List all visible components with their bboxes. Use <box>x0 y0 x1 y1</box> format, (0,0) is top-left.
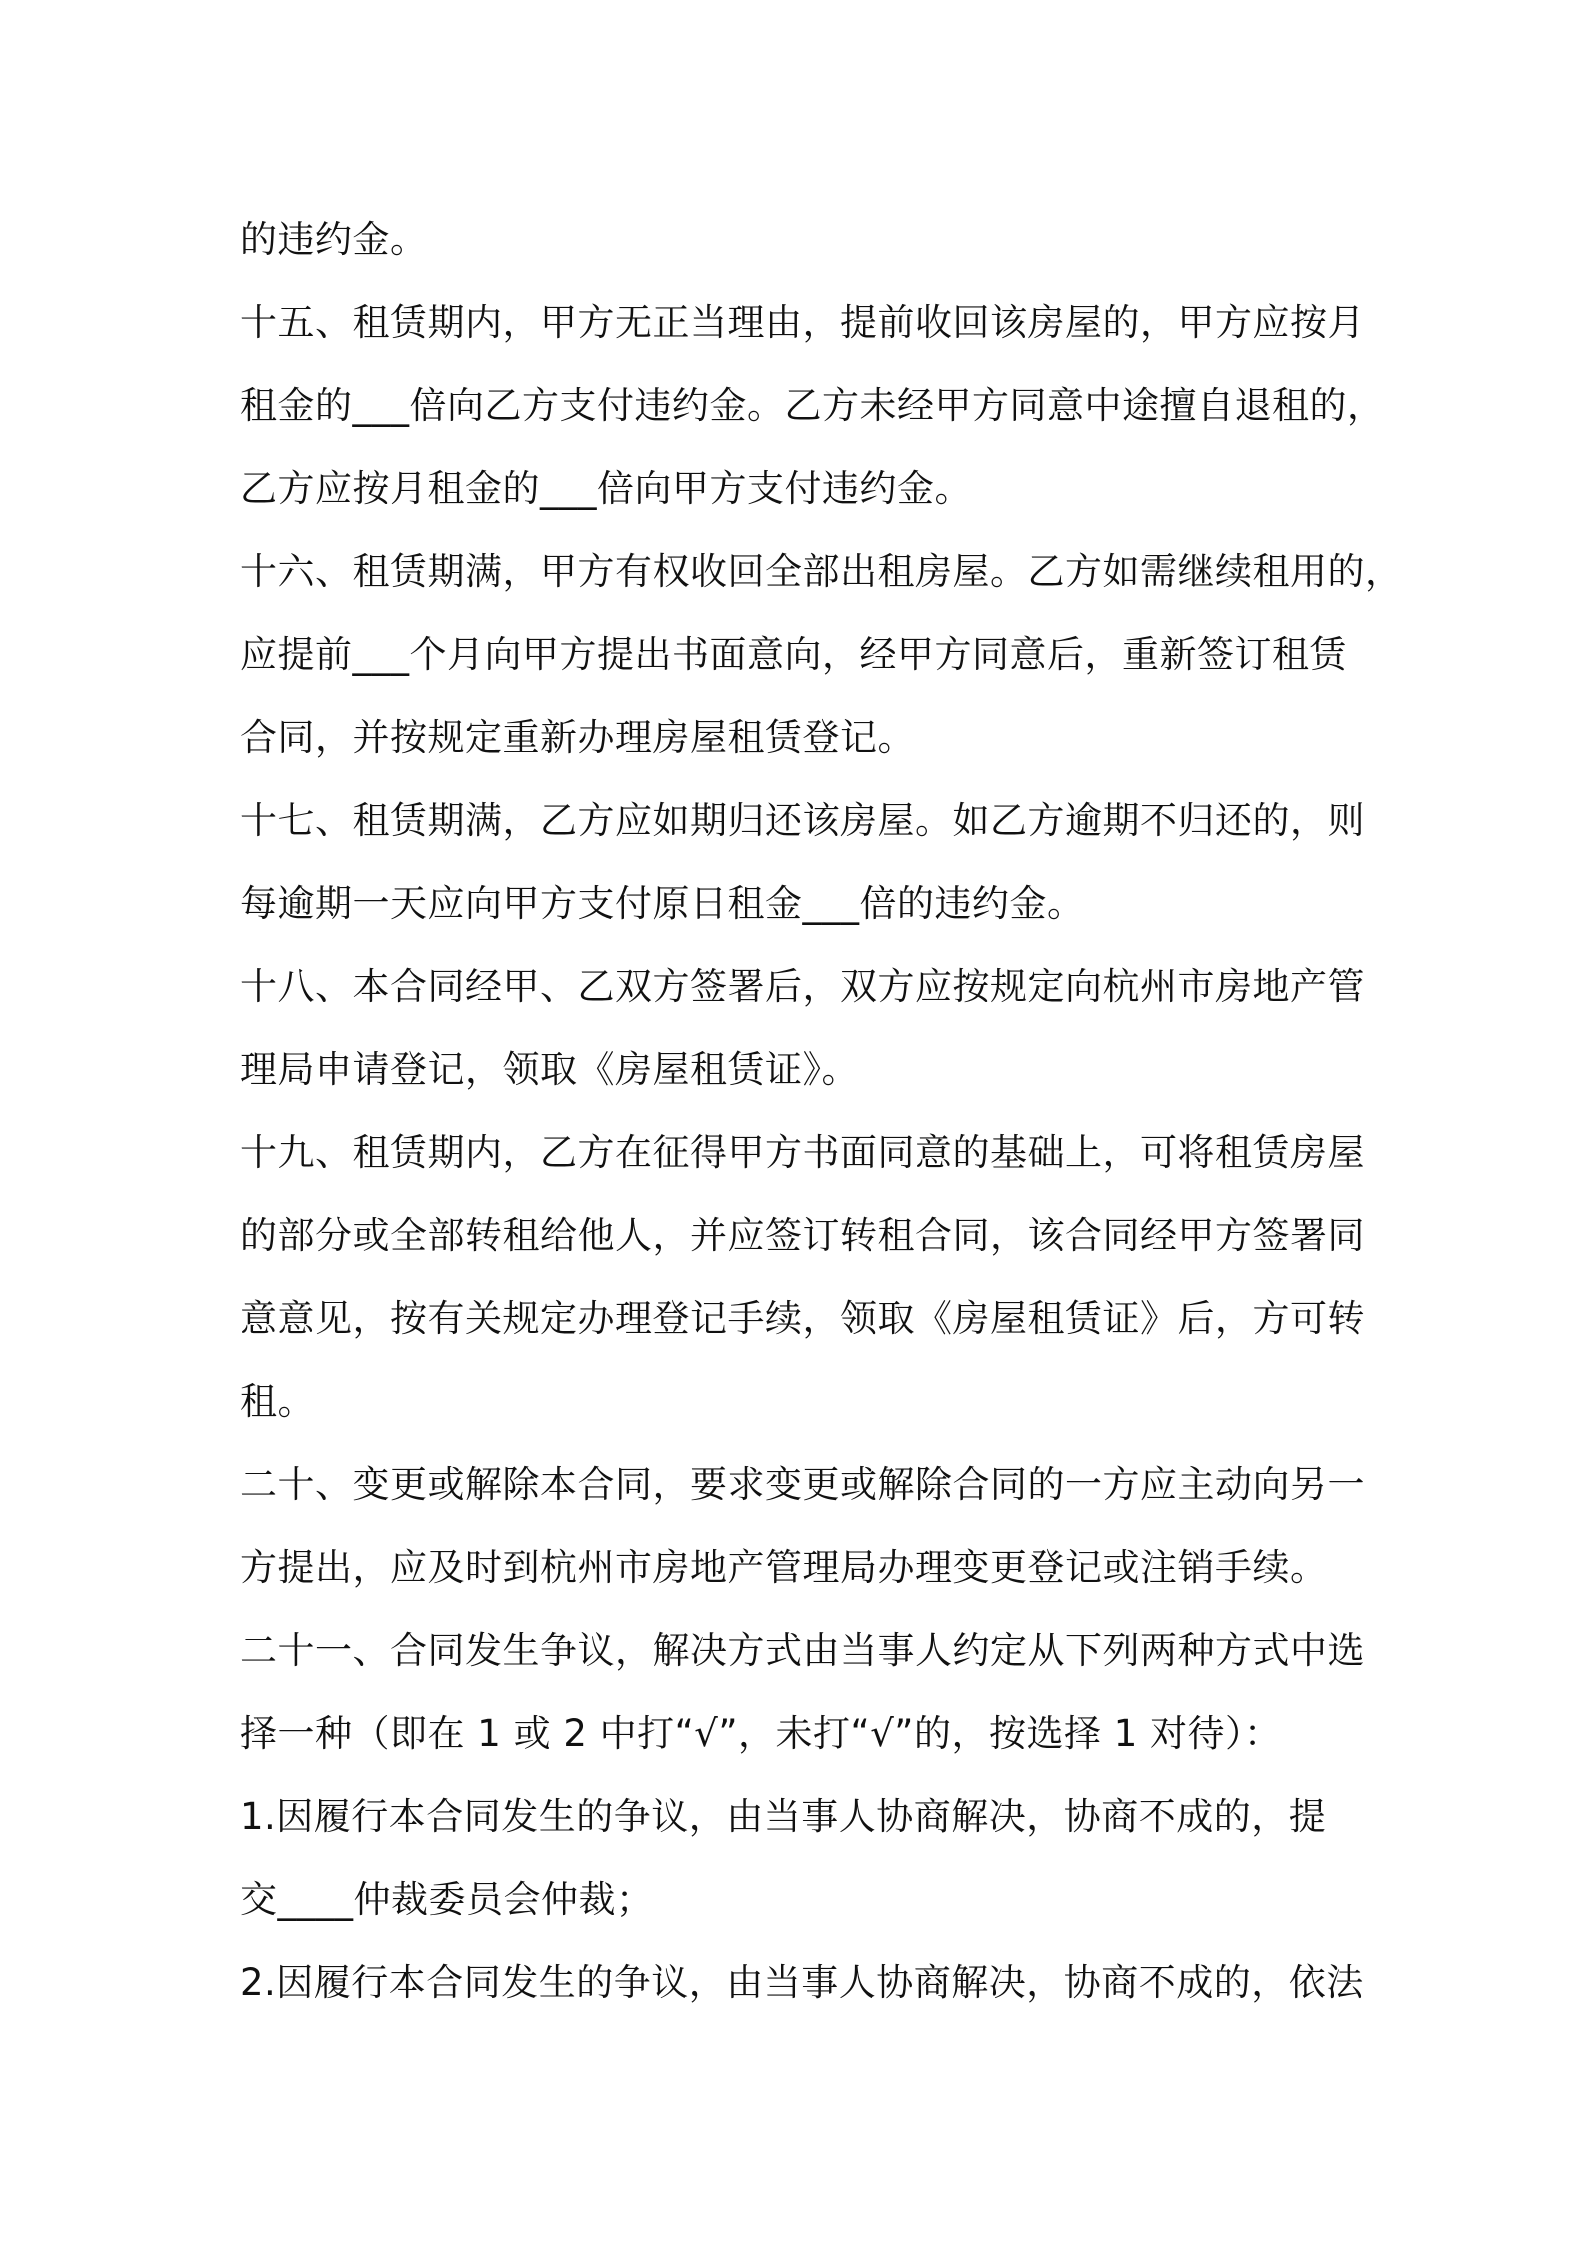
clause-18-line-1: 十八、本合同经甲、乙双方签署后，双方应按规定向杭州市房地产管 <box>240 965 1365 1008</box>
clause-15-line-2: 租金的___倍向乙方支付违约金。乙方未经甲方同意中途擅自退租的， <box>240 384 1385 427</box>
clause-20-line-2: 方提出，应及时到杭州市房地产管理局办理变更登记或注销手续。 <box>240 1546 1328 1589</box>
document-body <box>240 198 1403 2024</box>
text-line: 的违约金。 <box>240 218 428 261</box>
clause-21-line-2: 择一种（即在 1 或 2 中打“√”，未打“√”的，按选择 1 对待）： <box>240 1712 1282 1755</box>
option-2-line-1: 2.因履行本合同发生的争议，由当事人协商解决，协商不成的，依法 <box>240 1961 1364 2004</box>
clause-16-line-1: 十六、租赁期满，甲方有权收回全部出租房屋。乙方如需继续租用的， <box>240 550 1403 593</box>
clause-18-line-2: 理局申请登记，领取《房屋租赁证》。 <box>240 1048 859 1091</box>
clause-19-line-1: 十九、租赁期内，乙方在征得甲方书面同意的基础上，可将租赁房屋 <box>240 1131 1365 1174</box>
clause-19-line-3: 意意见，按有关规定办理登记手续，领取《房屋租赁证》后，方可转 <box>240 1297 1365 1340</box>
clause-19-line-2: 的部分或全部转租给他人，并应签订转租合同，该合同经甲方签署同 <box>240 1214 1365 1257</box>
clause-15-line-1: 十五、租赁期内，甲方无正当理由，提前收回该房屋的，甲方应按月 <box>240 301 1365 344</box>
clause-19-line-4: 租。 <box>240 1380 315 1423</box>
clause-17-line-1: 十七、租赁期满，乙方应如期归还该房屋。如乙方逾期不归还的，则 <box>240 799 1365 842</box>
option-1-line-1: 1.因履行本合同发生的争议，由当事人协商解决，协商不成的，提 <box>240 1795 1327 1838</box>
clause-16-line-3: 合同，并按规定重新办理房屋租赁登记。 <box>240 716 915 759</box>
clause-20-line-1: 二十、变更或解除本合同，要求变更或解除合同的一方应主动向另一 <box>240 1463 1365 1506</box>
option-1-line-2: 交____仲裁委员会仲裁； <box>240 1878 654 1921</box>
clause-21-line-1: 二十一、合同发生争议，解决方式由当事人约定从下列两种方式中选 <box>240 1629 1365 1672</box>
clause-15-line-3: 乙方应按月租金的___倍向甲方支付违约金。 <box>240 467 972 510</box>
clause-16-line-2: 应提前___个月向甲方提出书面意向，经甲方同意后，重新签订租赁 <box>240 633 1347 676</box>
clause-17-line-2: 每逾期一天应向甲方支付原日租金___倍的违约金。 <box>240 882 1085 925</box>
